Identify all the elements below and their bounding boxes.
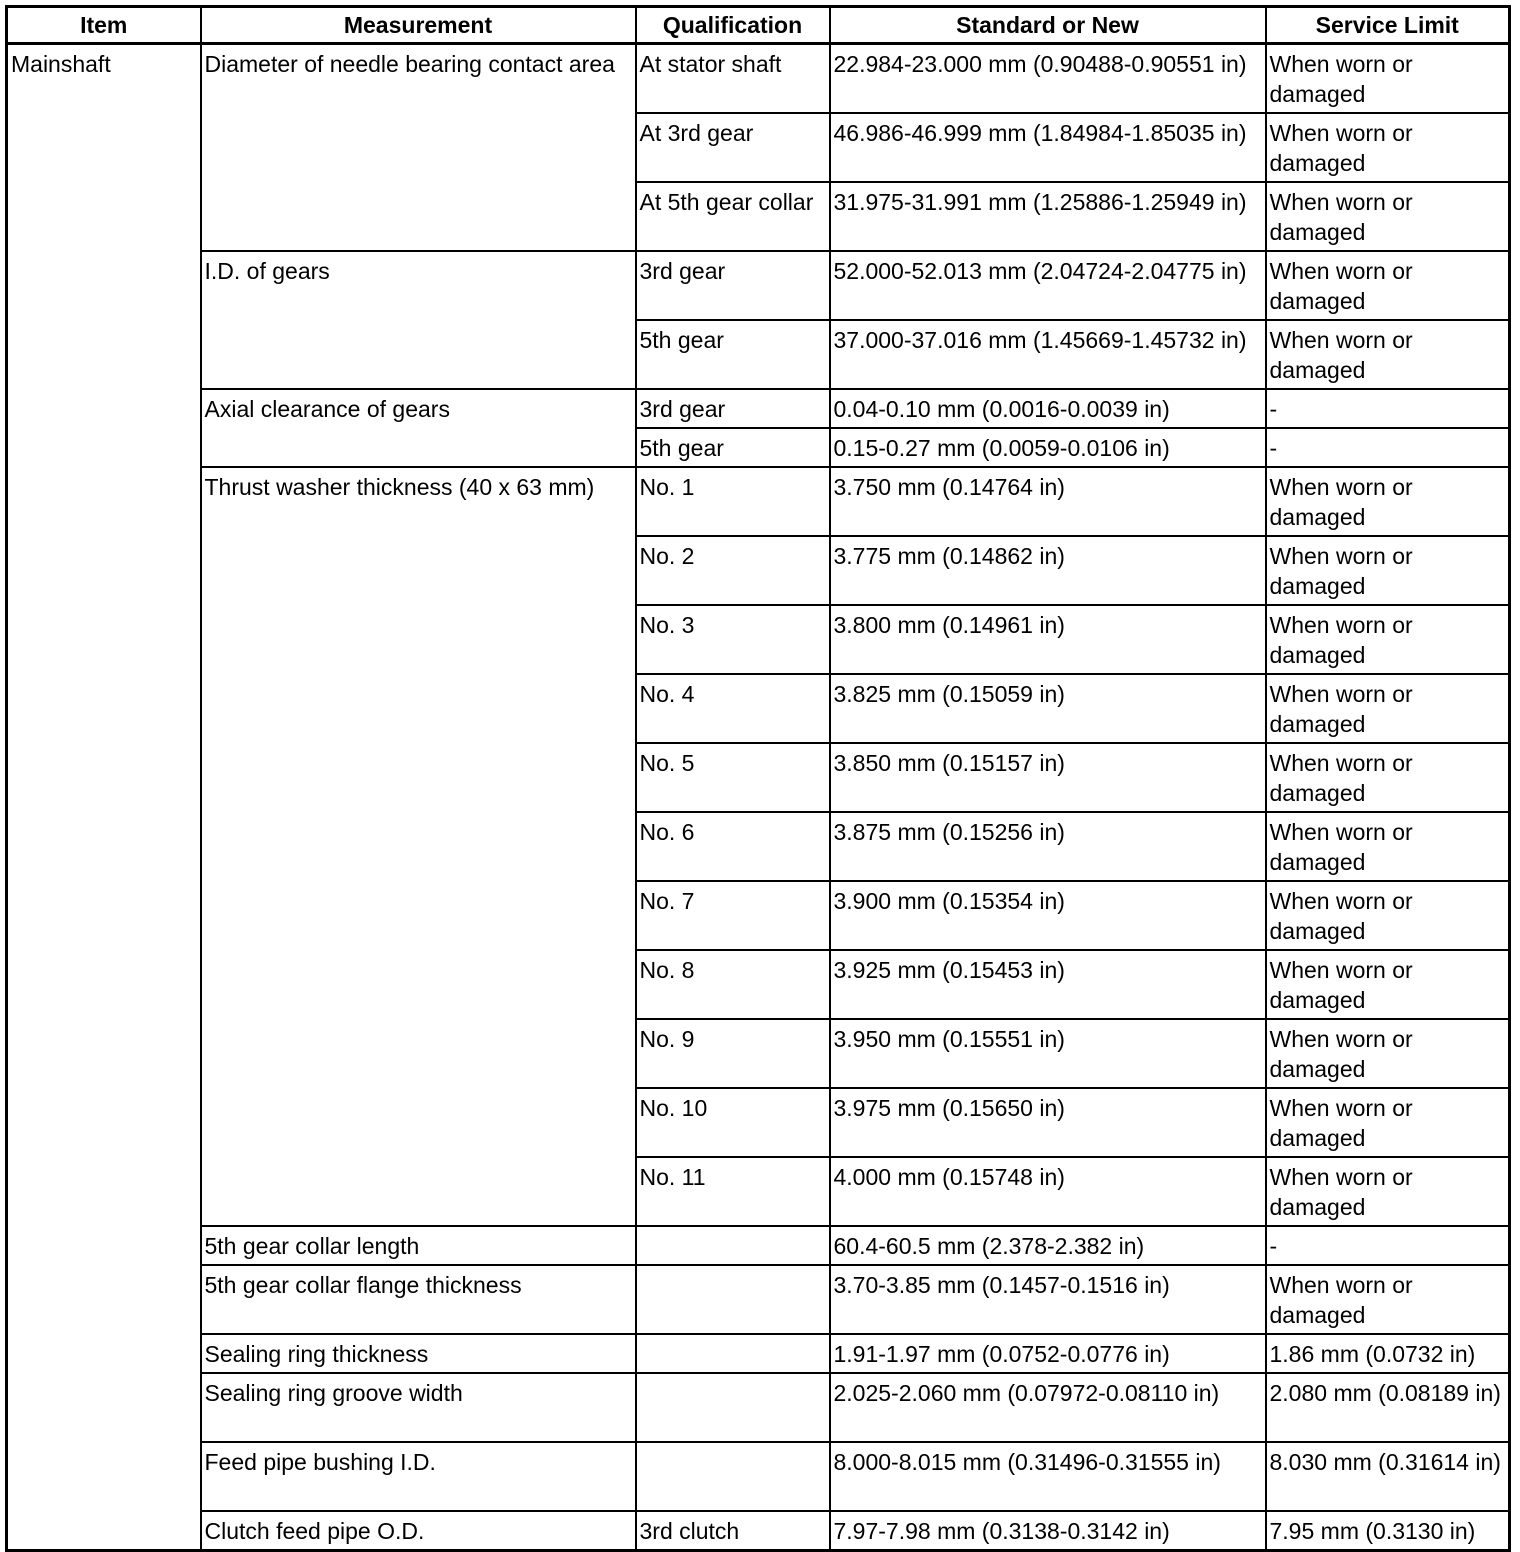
standard-cell: 46.986-46.999 mm (1.84984-1.85035 in): [830, 113, 1266, 182]
standard-cell: 37.000-37.016 mm (1.45669-1.45732 in): [830, 320, 1266, 389]
measurement-cell: 5th gear collar flange thickness: [201, 1265, 636, 1334]
limit-cell: When worn or damaged: [1266, 1088, 1510, 1157]
table-body: [7, 44, 1510, 1551]
limit-cell: When worn or damaged: [1266, 44, 1510, 114]
limit-cell: -: [1266, 1226, 1510, 1265]
limit-cell: When worn or damaged: [1266, 251, 1510, 320]
limit-cell: 8.030 mm (0.31614 in): [1266, 1442, 1510, 1511]
limit-cell: When worn or damaged: [1266, 113, 1510, 182]
header-item: Item: [7, 7, 201, 44]
measurement-cell: Diameter of needle bearing contact area: [201, 44, 636, 252]
qualification-cell: No. 4: [636, 674, 830, 743]
limit-cell: When worn or damaged: [1266, 950, 1510, 1019]
qualification-cell: [636, 1442, 830, 1511]
qualification-cell: No. 11: [636, 1157, 830, 1226]
table-row: [7, 389, 1510, 428]
limit-cell: When worn or damaged: [1266, 881, 1510, 950]
measurement-cell: Axial clearance of gears: [201, 389, 636, 467]
standard-cell: 3.950 mm (0.15551 in): [830, 1019, 1266, 1088]
qualification-cell: No. 10: [636, 1088, 830, 1157]
table-row: [7, 1373, 1510, 1442]
header-measurement: Measurement: [201, 7, 636, 44]
qualification-cell: No. 1: [636, 467, 830, 536]
qualification-cell: No. 6: [636, 812, 830, 881]
qualification-cell: No. 8: [636, 950, 830, 1019]
standard-cell: 4.000 mm (0.15748 in): [830, 1157, 1266, 1226]
standard-cell: 3.800 mm (0.14961 in): [830, 605, 1266, 674]
limit-cell: When worn or damaged: [1266, 1265, 1510, 1334]
standard-cell: 0.15-0.27 mm (0.0059-0.0106 in): [830, 428, 1266, 467]
limit-cell: When worn or damaged: [1266, 743, 1510, 812]
header-qualification: Qualification: [636, 7, 830, 44]
header-service-limit: Service Limit: [1266, 7, 1510, 44]
limit-cell: When worn or damaged: [1266, 182, 1510, 251]
limit-cell: When worn or damaged: [1266, 1019, 1510, 1088]
table-row: [7, 1511, 1510, 1551]
qualification-cell: No. 7: [636, 881, 830, 950]
qualification-cell: [636, 1373, 830, 1442]
standard-cell: 2.025-2.060 mm (0.07972-0.08110 in): [830, 1373, 1266, 1442]
limit-cell: -: [1266, 428, 1510, 467]
standard-cell: 31.975-31.991 mm (1.25886-1.25949 in): [830, 182, 1266, 251]
header-standard: Standard or New: [830, 7, 1266, 44]
limit-cell: When worn or damaged: [1266, 812, 1510, 881]
limit-cell: -: [1266, 389, 1510, 428]
qualification-cell: No. 9: [636, 1019, 830, 1088]
limit-cell: When worn or damaged: [1266, 536, 1510, 605]
qualification-cell: 3rd clutch: [636, 1511, 830, 1551]
standard-cell: 3.825 mm (0.15059 in): [830, 674, 1266, 743]
qualification-cell: [636, 1226, 830, 1265]
limit-cell: When worn or damaged: [1266, 1157, 1510, 1226]
qualification-cell: 5th gear: [636, 428, 830, 467]
standard-cell: 3.775 mm (0.14862 in): [830, 536, 1266, 605]
qualification-cell: At stator shaft: [636, 44, 830, 114]
table-row: [7, 467, 1510, 536]
measurement-cell: Clutch feed pipe O.D.: [201, 1511, 636, 1551]
measurement-cell: 5th gear collar length: [201, 1226, 636, 1265]
qualification-cell: No. 2: [636, 536, 830, 605]
limit-cell: When worn or damaged: [1266, 320, 1510, 389]
qualification-cell: At 5th gear collar: [636, 182, 830, 251]
table-row: [7, 1334, 1510, 1373]
qualification-cell: At 3rd gear: [636, 113, 830, 182]
table-row: [7, 251, 1510, 320]
table-row: [7, 1442, 1510, 1511]
standard-cell: 3.850 mm (0.15157 in): [830, 743, 1266, 812]
standard-cell: 3.900 mm (0.15354 in): [830, 881, 1266, 950]
specification-table: [5, 5, 1511, 1552]
qualification-cell: 3rd gear: [636, 389, 830, 428]
measurement-cell: I.D. of gears: [201, 251, 636, 389]
table-header: [7, 7, 1510, 44]
limit-cell: 1.86 mm (0.0732 in): [1266, 1334, 1510, 1373]
header-row: [7, 7, 1510, 44]
limit-cell: 2.080 mm (0.08189 in): [1266, 1373, 1510, 1442]
measurement-cell: Sealing ring thickness: [201, 1334, 636, 1373]
table-row: [7, 1226, 1510, 1265]
qualification-cell: 3rd gear: [636, 251, 830, 320]
standard-cell: 8.000-8.015 mm (0.31496-0.31555 in): [830, 1442, 1266, 1511]
standard-cell: 22.984-23.000 mm (0.90488-0.90551 in): [830, 44, 1266, 114]
measurement-cell: Feed pipe bushing I.D.: [201, 1442, 636, 1511]
qualification-cell: [636, 1265, 830, 1334]
qualification-cell: No. 3: [636, 605, 830, 674]
standard-cell: 3.925 mm (0.15453 in): [830, 950, 1266, 1019]
limit-cell: When worn or damaged: [1266, 467, 1510, 536]
standard-cell: 0.04-0.10 mm (0.0016-0.0039 in): [830, 389, 1266, 428]
table-row: [7, 44, 1510, 114]
standard-cell: 3.750 mm (0.14764 in): [830, 467, 1266, 536]
qualification-cell: No. 5: [636, 743, 830, 812]
table-row: [7, 1265, 1510, 1334]
limit-cell: When worn or damaged: [1266, 605, 1510, 674]
item-cell: Mainshaft: [7, 44, 201, 1551]
limit-cell: When worn or damaged: [1266, 674, 1510, 743]
standard-cell: 3.975 mm (0.15650 in): [830, 1088, 1266, 1157]
measurement-cell: Sealing ring groove width: [201, 1373, 636, 1442]
standard-cell: 60.4-60.5 mm (2.378-2.382 in): [830, 1226, 1266, 1265]
qualification-cell: 5th gear: [636, 320, 830, 389]
qualification-cell: [636, 1334, 830, 1373]
standard-cell: 1.91-1.97 mm (0.0752-0.0776 in): [830, 1334, 1266, 1373]
standard-cell: 3.70-3.85 mm (0.1457-0.1516 in): [830, 1265, 1266, 1334]
standard-cell: 3.875 mm (0.15256 in): [830, 812, 1266, 881]
standard-cell: 52.000-52.013 mm (2.04724-2.04775 in): [830, 251, 1266, 320]
standard-cell: 7.97-7.98 mm (0.3138-0.3142 in): [830, 1511, 1266, 1551]
measurement-cell: Thrust washer thickness (40 x 63 mm): [201, 467, 636, 1226]
limit-cell: 7.95 mm (0.3130 in): [1266, 1511, 1510, 1551]
